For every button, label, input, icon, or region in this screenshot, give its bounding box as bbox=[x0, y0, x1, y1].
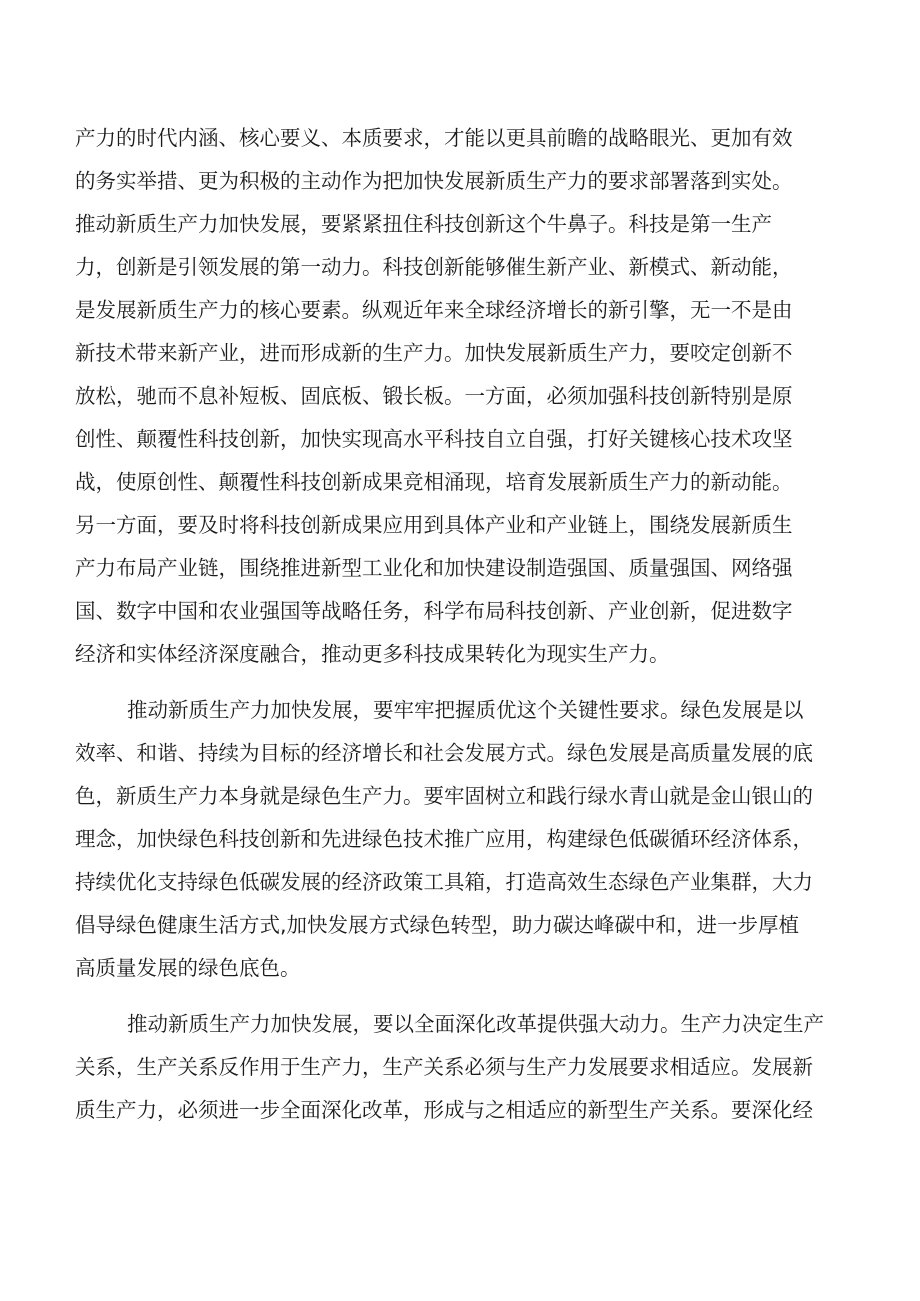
text-line: 放松，驰而不息补短板、固底板、锻长板。一方面，必须加强科技创新特别是原 bbox=[75, 384, 793, 408]
text-line: 色，新质生产力本身就是绿色生产力。要牢固树立和践行绿水青山就是金山银山的 bbox=[75, 784, 813, 808]
text-line: 创性、颠覆性科技创新，加快实现高水平科技自立自强，打好关键核心技术攻坚 bbox=[75, 427, 793, 451]
text-line: 理念，加快绿色科技创新和先进绿色技术推广应用，构建绿色低碳循环经济体系， bbox=[75, 827, 813, 851]
text-line: 产力布局产业链，围绕推进新型工业化和加快建设制造强国、质量强国、网络强 bbox=[75, 556, 793, 580]
text-line: 新技术带来新产业，进而形成新的生产力。加快发展新质生产力，要咬定创新不 bbox=[75, 341, 793, 365]
text-line: 持续优化支持绿色低碳发展的经济政策工具箱，打造高效生态绿色产业集群，大力 bbox=[75, 870, 813, 894]
text-line: 另一方面，要及时将科技创新成果应用到具体产业和产业链上，围绕发展新质生 bbox=[75, 513, 793, 537]
text-line: 力，创新是引领发展的第一动力。科技创新能够催生新产业、新模式、新动能， bbox=[75, 255, 793, 279]
text-line: 是发展新质生产力的核心要素。纵观近年来全球经济增长的新引擎，无一不是由 bbox=[75, 298, 793, 322]
text-line: 质生产力，必须进一步全面深化改革，形成与之相适应的新型生产关系。要深化经 bbox=[75, 1098, 813, 1122]
text-line: 的务实举措、更为积极的主动作为把加快发展新质生产力的要求部署落到实处。 bbox=[75, 169, 793, 193]
paragraph-first-line: 推动新质生产力加快发展，要牢牢把握质优这个关键性要求。绿色发展是以 bbox=[127, 698, 804, 722]
text-line: 效率、和谐、持续为目标的经济增长和社会发展方式。绿色发展是高质量发展的底 bbox=[75, 741, 813, 765]
text-line: 倡导绿色健康生活方式,加快发展方式绿色转型，助力碳达峰碳中和，进一步厚植 bbox=[75, 913, 800, 937]
text-line: 高质量发展的绿色底色。 bbox=[75, 956, 301, 980]
text-line: 关系，生产关系反作用于生产力，生产关系必须与生产力发展要求相适应。发展新 bbox=[75, 1055, 813, 1079]
text-line: 战，使原创性、颠覆性科技创新成果竞相涌现，培育发展新质生产力的新动能。 bbox=[75, 470, 793, 494]
text-line: 国、数字中国和农业强国等战略任务，科学布局科技创新、产业创新，促进数字 bbox=[75, 599, 793, 623]
text-line: 推动新质生产力加快发展，要紧紧扭住科技创新这个牛鼻子。科技是第一生产 bbox=[75, 212, 772, 236]
text-line: 产力的时代内涵、核心要义、本质要求，才能以更具前瞻的战略眼光、更加有效 bbox=[75, 126, 793, 150]
text-line: 经济和实体经济深度融合，推动更多科技成果转化为现实生产力。 bbox=[75, 642, 670, 666]
paragraph-first-line: 推动新质生产力加快发展，要以全面深化改革提供强大动力。生产力决定生产 bbox=[127, 1012, 824, 1036]
